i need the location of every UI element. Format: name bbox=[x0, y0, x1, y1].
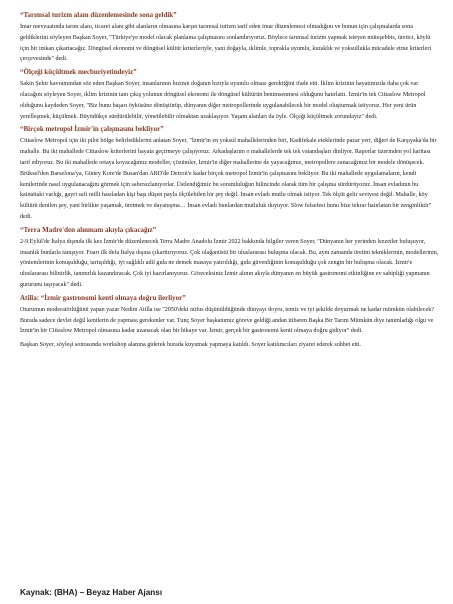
source-credit: Kaynak: (BHA) – Beyaz Haber Ajansı bbox=[20, 588, 163, 597]
section-heading: “Birçok metropol İzmir'in çalışmasını bekliyor” bbox=[20, 125, 164, 134]
section-paragraph: Oturumun moderatörlüğünü yapan yazar Nedim Atilla ise "2050'deki nüfus düşünüldüğünde dünyayı doyru, temiz ve iyi şekilde doyurmak ne kadar mümkün olabilecek? Burada sadece devlet değil kentlerin de yapması gerekenler var. Tunç Soyer başkanımız göreve geldiği andan itibaren Başka Bir Tarım Mümkün diye tanımladığı olgu ve İzmir'in bir Cittaslow Metropol olmasına kadar uzanacak olan bir hikaye var. İzmir, gerçek bir gastronomi kenti olmaya doğru gidiyor" dedi. bbox=[20, 306, 434, 335]
section-metropol bbox=[20, 125, 440, 222]
section-heading: “Terra Madre'den alınmam akıyla çıkacağız” bbox=[20, 225, 157, 234]
section-paragraph: Cittaslow Metropol için iki pilot bölge belirlediklerini anlatan Soyer, "İzmir'in en yoksul mahallelerinden biri, Kadifekale eteklerinde pazar yeri, diğeri de Karşıyaka'da bir mahalle. Bu iki mahallede Cittaslow kriterlerini hayata geçirmeye çalışıyoruz. Arkadaşlarım o mahallelerde tek tek vatandaşları dinliyor. Raporlar üzerinden yol haritası tarif ediyoruz. Bu iki mahallede ortaya koyacağımız modeller, çözümler, İzmir'in diğer mahallerine de yayacağımız, metropollere sunacağımız bir modele dönüşecek. Brüksel'den Barselona'ya, Güney Kore'de Busan'dan ABD'de Detroit'e kadar birçok metropol İzmir'in çalışmasını bekliyor. Bu iki mahallede uygulamaların, kendi kentlerinde nasıl uygulanacağını görmek için sabırsızlanıyorlar. Üstlendiğimiz bu sorumluluğun bilincinde olarak tüm bir çalışma sürdürüyoruz. İnsan evladının bu kainattaki varlığı, gayri safi milli hasıladan kişi başı düşen payla ölçülebilen bir şey değil. İnsan evladı mutlu olmak istiyor. Tek ölçüt gelir seviyesi değil. Mahalle, köy kültürü denilen şey, yani birlikte yaşamak, üretmek ve dayanışma… İnsan evladı bunlardan mutluluk duyuyor. Slow felsefesi bunu bize tekrar hatırlatan bir zenginliktir" dedi. bbox=[20, 138, 437, 220]
section-closing bbox=[20, 340, 440, 351]
section-paragraph: Başkan Soyer, söyleşi sonrasında workshop alanına giderek burada kuyumak yapmaya katıldı. Soyer katılımcıları ziyaret ederek sohbet etti. bbox=[20, 342, 362, 349]
section-paragraph: 2-9 Eylül'de İtalya dışında ilk kez İzmir'de düzenlenecek Terra Madre Anadolu İzmir 2022 hakkında bilgiler veren Soyer, "Dünyanın her yerinden lezzetler buluşuyor, insanlık bunlarla tanışıyor. Fuarı ilk defa İtalya dışına çıkarttırıyoruz. Çok olağanüstü bir uluslararası buluşma olacak. Bu, aynı zamanda üretim tekniklerinin, modellerinin, yöntemlerinin konuşulduğu, tartışıldığı, iyi sağlıklı adil gıda ne demek masaya yatırıldığı, gıda güvenliğinin konuşulduğu çok zengin bir buluşma olacak. İzmir'e uluslararası bilinirlik, tanınırlık kazandıracak. Çok iyi hazırlanıyoruz. Göreceksiniz İzmir alının akıyla dünyanın en büyük gastronomi etkinliğine ev sahipliği yapmanın gururunu taşıyacak" dedi. bbox=[20, 238, 439, 288]
section-tarimsal-turizm bbox=[20, 11, 440, 65]
section-olcegi-kucultmek bbox=[20, 68, 440, 122]
section-terra-madre bbox=[20, 226, 440, 291]
section-heading: “Tarımsal turizm alanı düzenlemesinde sona geldik” bbox=[20, 11, 177, 19]
section-paragraph: Sakin Şehir kavramından söz eden Başkan Soyer, insanlarının hızının doğanın hızıyla uyumlu olması gerektiğini ifade etti. İklim krizinin hayatımızda daha çok var olacağını söyleyen Soyer, iklim krizinin tam çıkış yolunun döngüsel ekonomi ile döngüsel kültürün benimsenmesi olduğunu hatırlattı. İzmir'in tek Cittaslow Metropol olduğunu kaydeden Soyer, "Biz bunu başarı öyküsüne dönüştürüp, dünyanın diğer metropollerinde uygulanabilecek bir model oluşturmak istiyoruz. Her yeni ürün yerelleşmek, küçülmek. Büyüdükçe sürdürülebilir, yönetilebilir olmaktan uzaklaşıyor. Yaşam alanları da öyle. Ölçeği küçültmek zorundayız" dedi. bbox=[20, 81, 426, 120]
section-heading: “Ölçeği küçültmek mecburiyetindeyiz” bbox=[20, 68, 137, 77]
section-heading: Atilla: “İzmir gastronomi kenti olmaya doğru ilerliyor” bbox=[20, 293, 186, 302]
section-paragraph: İmar mevzuatında tarım alanı, ticaret alanı gibi alanların olmasına karşın tarımsal turizm tarif eden imar düzenlemesi olmadığını ve bunun için çalışmalarda sona geldiklerini söyleyen Başkan Soyer, "Türkiye'ye model olacak planlama çalışmasını sonlandırıyoruz. Böylece tarımsal turizm yapmak isteyen müteşebbis, üretici, köylü için bir imkan çıkartacağız. Döngüsel ekonomi ve döngüsel kültür kriterleriyle, yani doğayla, iklimle, toprakla uyumlu, kuraklık ve yoksullukla mücadele etme kriterleri çerçevesinde" dedi. bbox=[20, 24, 432, 63]
article-body bbox=[20, 8, 440, 354]
section-atilla bbox=[20, 294, 440, 337]
